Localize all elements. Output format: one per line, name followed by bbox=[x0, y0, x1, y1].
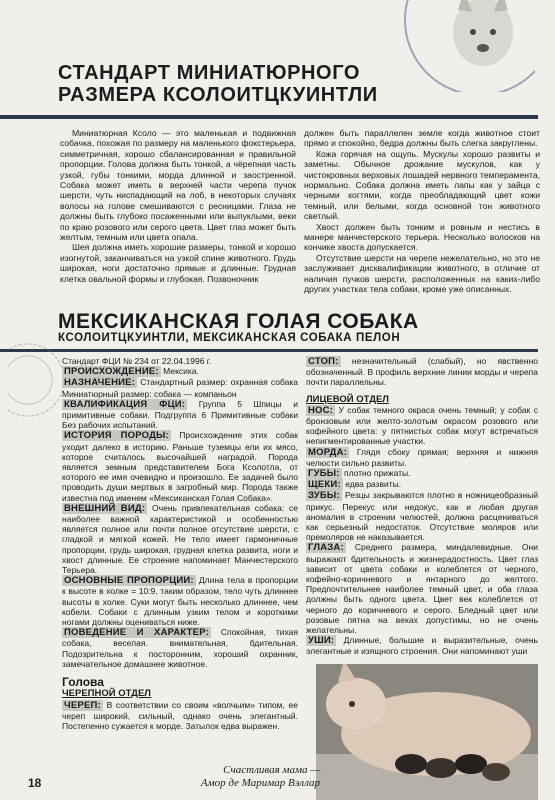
section-text: Мексика. bbox=[163, 366, 199, 377]
section-text: В соответствии со своим «волчьим» типом, ее череп широкий, сильный, однако очень элегантный. Постепенно сужается к морде. Затылок едва выражен. bbox=[62, 699, 298, 731]
standard-left-column bbox=[62, 356, 298, 731]
photo-caption bbox=[200, 764, 320, 790]
standard-ref: Стандарт ФЦИ № 234 от 22.04.1996 г. bbox=[62, 356, 212, 366]
page-title bbox=[58, 62, 458, 106]
section-label: ОСНОВНЫЕ ПРОПОРЦИИ: bbox=[64, 575, 194, 587]
section-label: ИСТОРИЯ ПОРОДЫ: bbox=[64, 430, 169, 442]
paragraph: Кожа горячая на ощупь. Мускулы хорошо развиты и заметны. Обычное дрожание мускулов, как у чистокровных верховых лошадей нервного темперамента, нормально. Собака должна иметь лапы как у зайца с черными когтями, когда преобладающий цвет кожи темный, или белыми, когда основной тон животного светлый. bbox=[304, 148, 540, 222]
paragraph: Отсутствие шерсти на черепе нежелательно, но это не заслуживает дисквалификации животного, в отличие от наличия пучков шерсти, расположенных на каких-либо других участках тела собаки, кроме уже описанных. bbox=[304, 252, 540, 295]
section-label: КВАЛИФИКАЦИЯ ФЦИ: bbox=[64, 398, 186, 410]
section-text: Длинные, большие и выразительные, очень элегантные и изящного строения. Они напоминают уши bbox=[306, 635, 538, 657]
section-text: Резцы закрываются плотно в ножницеобразный прикус. Перекус или недокус, как и любая другая аномалия в строении челюстей, должна расцениваться как серьезный недостаток. Отсутствие моляров или премоляров не наказывается. bbox=[306, 490, 538, 543]
section-label: ПОВЕДЕНИЕ И ХАРАКТЕР: bbox=[64, 627, 209, 639]
section-text: У собак темного окраса очень темный; у собак с бронзовым или желто-золотым окрасом розового или кофейного цвета: у пятнистых собак могут встречаться непигментированные участки. bbox=[306, 404, 538, 447]
paragraph: Хвост должен быть тонким и ровным и нестись в манере манчестерского терьера. Несколько волосков на кончике хвоста допускается. bbox=[304, 221, 540, 253]
section-text: Спокойная, тихая собака, веселая. внимательная, бдительная. Подозрительна к посторонним, хороший охранник, замечательное домашнее животное. bbox=[62, 627, 298, 669]
caption-line-1: Счастливая мама — bbox=[223, 764, 320, 776]
section-text: Стандартный размер: охранная собака Миниатюрный размер: собака — компаньон bbox=[62, 377, 298, 399]
head-heading: Голова bbox=[62, 675, 104, 690]
section-label: ГУБЫ: bbox=[308, 468, 340, 480]
section-label: НОС: bbox=[308, 404, 334, 416]
title-line-2: РАЗМЕРА КСОЛОИТЦКУИНТЛИ bbox=[58, 84, 378, 106]
section-text: Глядя сбоку прямая; верхняя и нижняя челюсти сильно развиты. bbox=[306, 446, 538, 468]
section-label: НАЗНАЧЕНИЕ: bbox=[64, 377, 136, 389]
section-label: ЧЕРЕП: bbox=[64, 699, 101, 711]
main-article-title: МЕКСИКАНСКАЯ ГОЛАЯ СОБАКА bbox=[58, 310, 419, 333]
aztec-seal-icon bbox=[8, 330, 63, 430]
top-article-left bbox=[60, 128, 296, 284]
section-text: Очень привлекательная собака: се наиболее важной характеристикой и особенностью является полное или почти полное отсутствие шерсти, с гладкой и мягкой кожей. Не тело имеет гармоничные пропорции, грудь широкая, грудная клетка развита, ноги и хвост длинные. Ее строение напоминает Манчестерского Терьера. bbox=[62, 502, 298, 576]
paragraph: Шея должна иметь хорошие размеры, тонкой и хорошо изогнутой, заканчиваться на узкой спине животного. Грудь широкая, ноги достаточно прямые и длинные. Грудная клетка овальной формы и глубокая. Позвоночник bbox=[60, 242, 296, 284]
section-label: МОРДА: bbox=[308, 446, 348, 458]
section-label: ВНЕШНИЙ ВИД: bbox=[64, 502, 146, 514]
facial-heading: ЛИЦЕВОЙ ОТДЕЛ bbox=[306, 393, 389, 405]
section-text: Происхождение этих собак уходит далеко в историю. Раньше туземцы ели их мясо, которое считалось высочайшей наградой. Порода является земным представителем Бога Ксолотла, от которого ее имя очевидно и произошло. Ее задачей было проводить души мертвых в загробный мир. Порода также известна под именем «Мексиканская Голая Собака». bbox=[62, 430, 298, 503]
section-text: Среднего размера, миндалевидные. Они выражают бдительность и жизнерадостность. Цвет глаз зависит от цвета собаки и колеблется от черного, кофейно-коричневого и янтарного до желтого. Предпочтительнее наиболее темный цвет, и оба глаза должны быть одного цвета. Цвет век колеблется от черного до коричневого и серого. Бледный цвет или розовые пятна на веках допустимы, но не очень желательны. bbox=[306, 542, 538, 636]
page-number: 18 bbox=[28, 776, 42, 790]
cranial-heading: ЧЕРЕПНОЙ ОТДЕЛ bbox=[62, 688, 151, 700]
section-text: Группа 5 Шпицы и примитивные собаки. Подгруппа 6 Примитивные собаки Без рабочих испытаний. bbox=[62, 398, 298, 431]
caption-line-2: Амор де Маримар Вэллар bbox=[200, 777, 320, 789]
dog-with-puppies-photo bbox=[316, 664, 538, 800]
section-label: ПРОИСХОЖДЕНИЕ: bbox=[64, 366, 159, 378]
section-label: ЩЕКИ: bbox=[308, 479, 341, 491]
section-label: ЗУБЫ: bbox=[308, 490, 340, 502]
section-label: УШИ: bbox=[308, 635, 335, 647]
paragraph: должен быть параллелен земле когда животное стоит прямо и спокойно, бедра должны быть слегка закруглены. bbox=[304, 128, 540, 149]
section-text: едва развиты. bbox=[345, 479, 402, 490]
title-line-1: СТАНДАРТ МИНИАТЮРНОГО bbox=[58, 62, 361, 84]
section-label: СТОП: bbox=[308, 356, 339, 367]
header-rule bbox=[0, 115, 538, 119]
section-text: плотно прижаты. bbox=[343, 468, 411, 479]
main-article-subtitle: КСОЛОИТЦКУИНТЛИ, МЕКСИКАНСКАЯ СОБАКА ПЕЛОН bbox=[58, 332, 401, 344]
section-label: ГЛАЗА: bbox=[308, 542, 344, 554]
section-rule bbox=[0, 349, 538, 352]
paragraph: Миниатюрная Ксоло — это маленькая и подвижная собачка, похожая по размеру на маленького фокстерьера, симметричная, хорошо сбалансированная и правильной пропорции. Голова должна быть тонкой, а чёрепная часть узкой, губы тонкими, морда длинной и заостренной. Собака может иметь в верхней части черепа пучок шерсти, чуть ниспадающий на лоб, в некоторых случаях волосы на голове смешиваются с ресницами. Глаза не должны быть глубоко посаженными или выпуклыми, веки по краю розового или серого цвета. Цвет глаз может быть желтым, темным или цвета опала. bbox=[60, 128, 296, 243]
section-text: незначительный (слабый), но явственно обозначенный. В профиль верхние линии морды и черепа почти параллельны. bbox=[306, 356, 538, 388]
section-text: Длина тела в пропорции к высоте в холке = 10:9, таким образом, тело чуть длиннее высоты в холке. Суки могут быть несколько длиннее, чем кобели. Собаки с длинным узким телом и короткими ногами должны оцениваться ниже. bbox=[62, 575, 298, 628]
top-article-right bbox=[304, 128, 540, 295]
standard-right-column bbox=[306, 356, 538, 657]
